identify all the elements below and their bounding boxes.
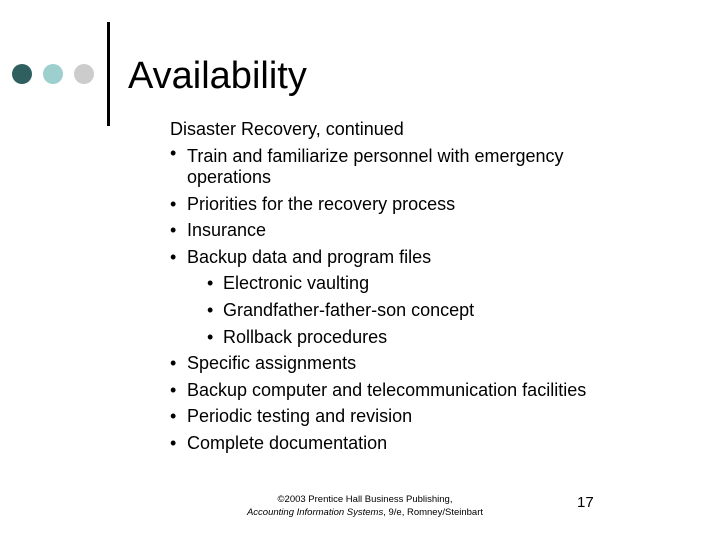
section-heading: Disaster Recovery, continued [170,119,404,139]
footer-line-2 [210,506,520,519]
list-item [170,403,690,430]
bullet-icon: • [170,220,177,241]
list-item-text: Periodic testing and revision [187,406,413,427]
footer-line-1: ©2003 Prentice Hall Business Publishing, [277,494,453,505]
page-number: 17 [577,494,594,511]
list-item-text: Backup data and program files [187,246,432,267]
sub-list-item-text: Grandfather-father-son concept [223,299,475,320]
decorative-dots [12,64,96,86]
sub-bullet-list [187,270,690,350]
list-item-text: Complete documentation [187,432,388,453]
bullet-icon: • [170,379,177,400]
footer-book-title: Accounting Information Systems [246,507,384,518]
copyright-footer [210,493,520,519]
dot-icon-light-teal [43,64,63,84]
bullet-icon: • [170,246,177,267]
list-item-text: Specific assignments [187,353,357,374]
list-item [170,244,690,350]
sub-list-item-text: Rollback procedures [223,326,388,347]
slide-body [170,116,690,457]
sub-list-item [187,297,690,324]
list-item [170,350,690,377]
list-item-text: Priorities for the recovery process [187,193,456,214]
sub-list-item [187,324,690,351]
bullet-icon: • [170,432,177,453]
bullet-icon: • [170,193,177,214]
list-item [170,217,690,244]
list-item [170,430,690,457]
list-item-text: Backup computer and telecommunication facilities [187,379,587,400]
footer-edition-authors: , 9/e, Romney/Steinbart [383,507,484,518]
bullet-icon: • [207,299,214,320]
sub-list-item [187,270,690,297]
list-item-text: Train and familiarize personnel with emergency operations [187,145,564,187]
list-item [170,143,647,191]
list-item-text: Insurance [187,220,267,241]
dot-icon-grey [74,64,94,84]
title-divider [107,22,110,126]
bullet-icon: • [170,353,177,374]
bullet-icon: • [170,406,177,427]
bullet-icon: • [170,142,177,163]
sub-list-item-text: Electronic vaulting [223,273,370,294]
bullet-list [170,143,690,457]
bullet-icon: • [207,273,214,294]
slide-title: Availability [128,55,307,97]
list-item [170,377,690,404]
list-item [170,191,690,218]
bullet-icon: • [207,326,214,347]
dot-icon-dark-teal [12,64,32,84]
